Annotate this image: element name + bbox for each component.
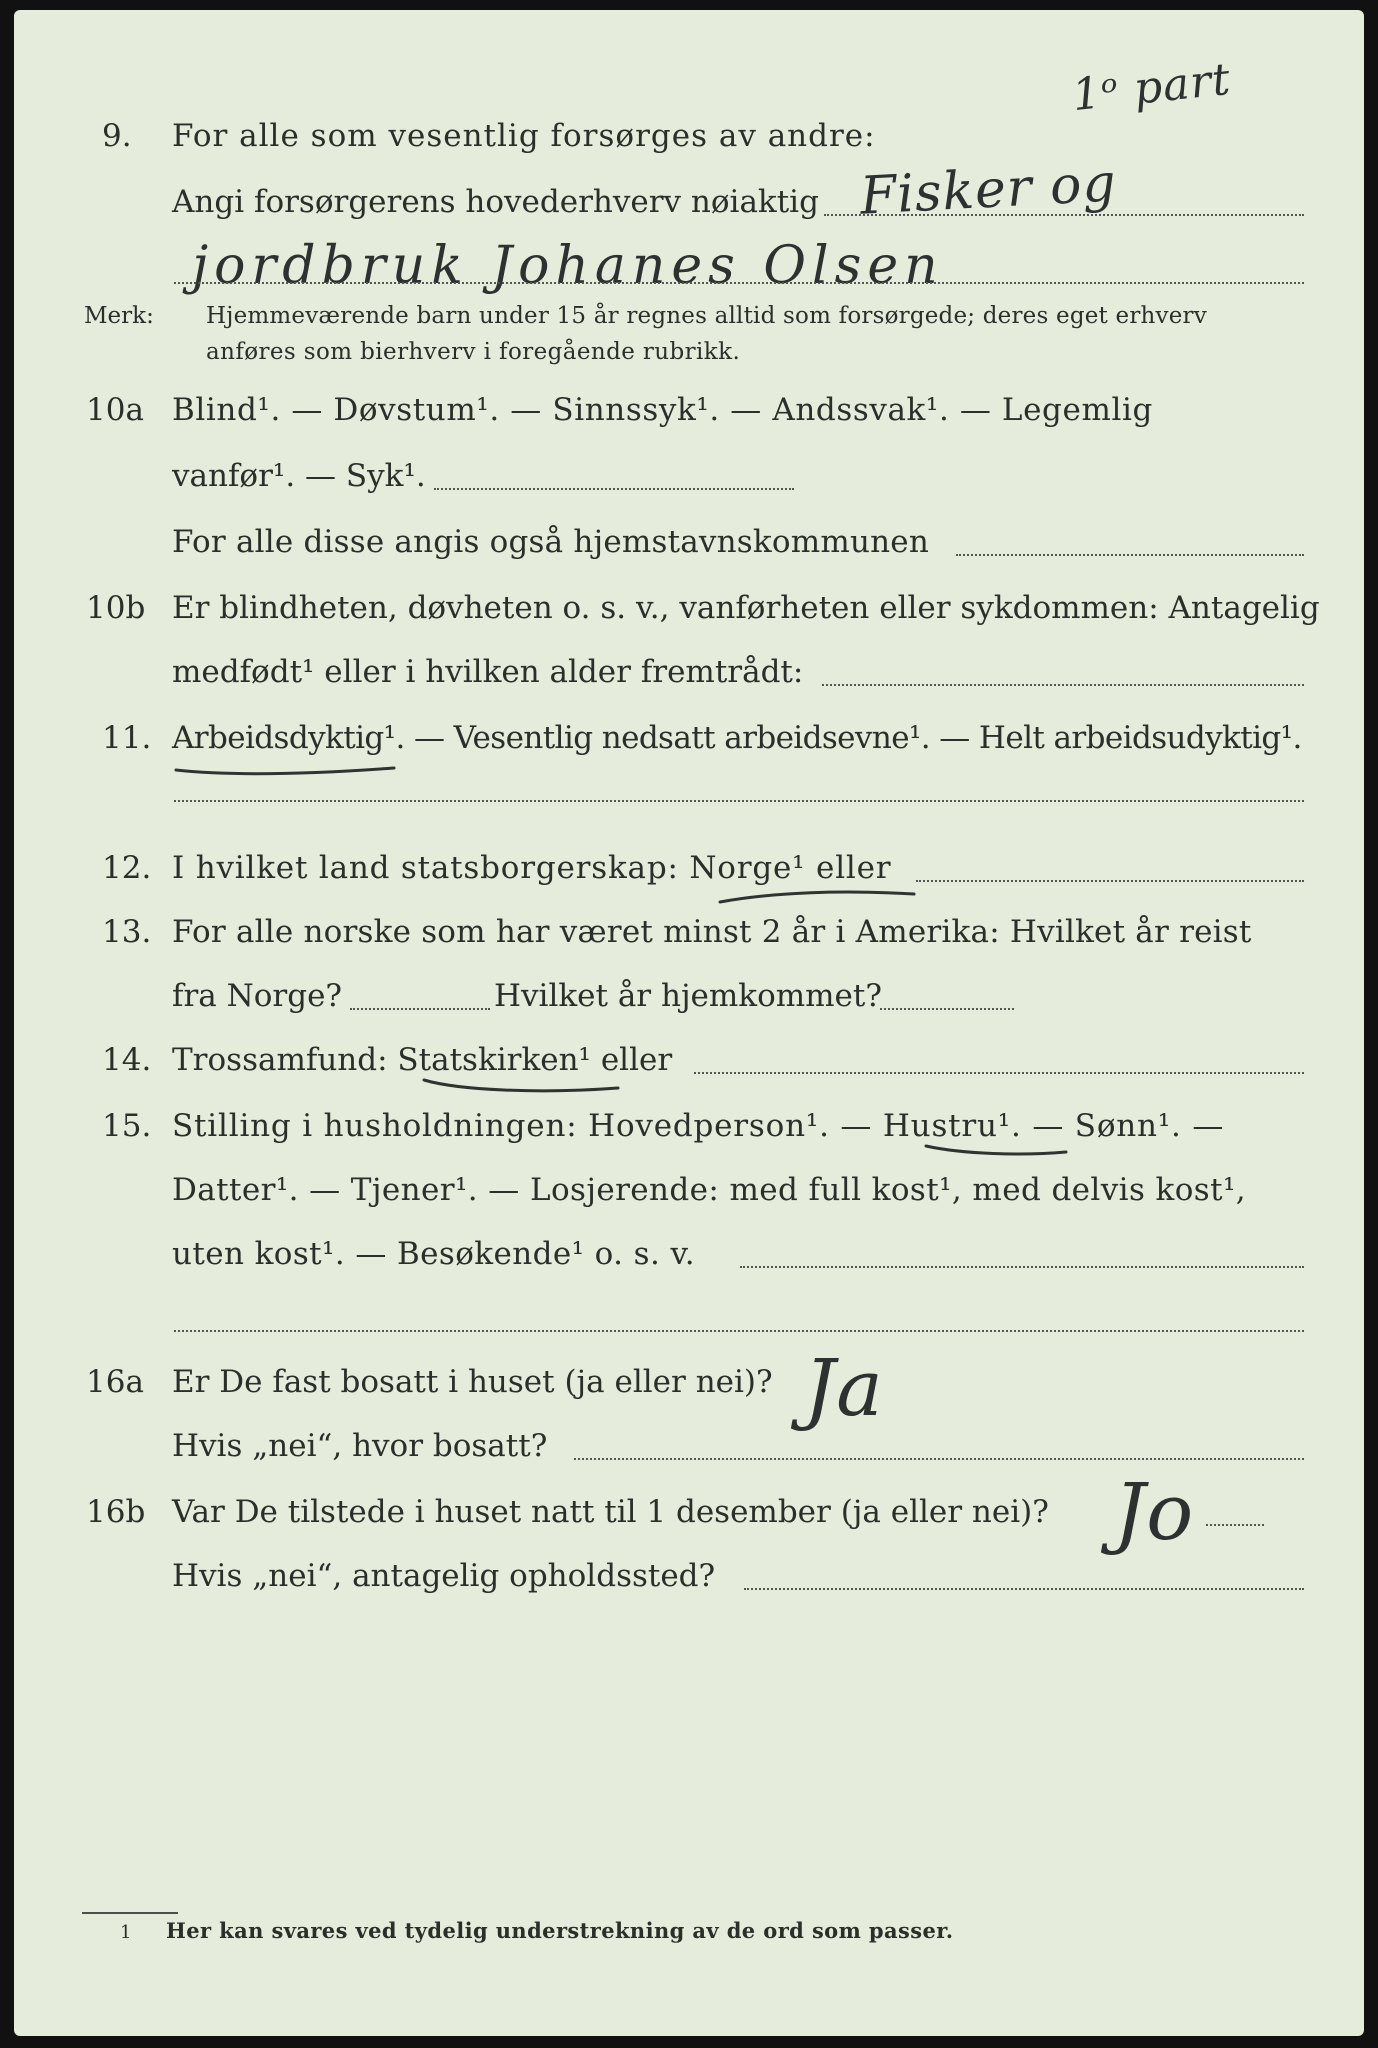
question-16a-answer-line (574, 1458, 1304, 1460)
question-10a-number: 10a (86, 392, 144, 428)
question-11-number: 11. (102, 720, 152, 756)
question-9-line2: Angi forsørgerens hovederhverv nøiaktig (172, 184, 819, 220)
census-form-page (14, 10, 1364, 2036)
merk-label: Merk: (84, 303, 154, 329)
question-9-answer-line2 (174, 282, 1304, 284)
question-9-line1: For alle som vesentlig forsørges av andre: (172, 118, 876, 154)
question-15-line1: Stilling i husholdningen: Hovedperson¹. — Hustru¹. — Sønn¹. — (172, 1108, 1225, 1144)
question-14-answer-underline (418, 1076, 628, 1098)
question-11-answer-line (174, 800, 1304, 802)
question-16b-answer-line (1206, 1524, 1264, 1526)
question-10b-line1: Er blindheten, døvheten o. s. v., vanførheten eller sykdommen: Antagelig (172, 590, 1320, 626)
question-16b-line1: Var De tilstede i huset natt til 1 desember (ja eller nei)? (172, 1494, 1049, 1530)
question-11-line1: Arbeidsdyktig¹. — Vesentlig nedsatt arbeidsevne¹. — Helt arbeidsudyktig¹. (172, 720, 1302, 756)
question-16a-handwritten-answer: Ja (804, 1344, 884, 1434)
corner-handwritten-note: 1ᵒ part (1069, 53, 1234, 122)
question-13-hjemkommet-line (880, 1008, 1014, 1010)
merk-text-line2: anføres som bierhverv i foregående rubrikk. (206, 339, 741, 365)
question-16b-number: 16b (86, 1494, 146, 1530)
question-9-handwritten-answer2: jordbruk Johanes Olsen (192, 236, 944, 296)
footnote-rule (82, 1912, 178, 1914)
question-10a-line3: For alle disse angis også hjemstavnskommunen (172, 524, 929, 560)
question-13-line1: For alle norske som har været minst 2 år i Amerika: Hvilket år reist (172, 914, 1252, 950)
question-13-line2b: Hvilket år hjemkommet? (494, 978, 882, 1014)
question-10b-number: 10b (86, 590, 146, 626)
question-9-number: 9. (102, 118, 132, 154)
footnote-text: Her kan svares ved tydelig understrekning av de ord som passer. (166, 1918, 954, 1943)
question-14-line1: Trossamfund: Statskirken¹ eller (172, 1042, 673, 1078)
question-14-answer-line (694, 1072, 1304, 1074)
merk-text-line1: Hjemmeværende barn under 15 år regnes alltid som forsørgede; deres eget erhverv (206, 303, 1207, 329)
question-10a-answer-line (434, 488, 794, 490)
question-10b-line2: medfødt¹ eller i hvilken alder fremtrådt: (172, 654, 804, 690)
question-15-answer-line1 (740, 1266, 1304, 1268)
question-15-answer-line2 (174, 1330, 1304, 1332)
question-16b-handwritten-answer: Jo (1114, 1468, 1195, 1558)
question-12-line1: I hvilket land statsborgerskap: Norge¹ eller (172, 850, 892, 886)
question-10a-line1: Blind¹. — Døvstum¹. — Sinnssyk¹. — Andssvak¹. — Legemlig (172, 392, 1153, 428)
question-9-handwritten-answer1: Fisker og (858, 153, 1119, 227)
question-12-number: 12. (102, 850, 152, 886)
question-10a-line2: vanfør¹. — Syk¹. (172, 458, 426, 494)
question-15-line3: uten kost¹. — Besøkende¹ o. s. v. (172, 1236, 695, 1272)
footnote-mark: 1 (120, 1922, 132, 1943)
question-16b-line2: Hvis „nei“, antagelig opholdssted? (172, 1558, 716, 1594)
question-16a-number: 16a (86, 1364, 144, 1400)
question-13-line2a: fra Norge? (172, 978, 343, 1014)
question-10a-hjemstavn-line (956, 554, 1304, 556)
question-14-number: 14. (102, 1042, 152, 1078)
question-15-line2: Datter¹. — Tjener¹. — Losjerende: med full kost¹, med delvis kost¹, (172, 1172, 1247, 1208)
question-15-number: 15. (102, 1108, 152, 1144)
question-15-answer-underline (922, 1140, 1072, 1162)
question-12-answer-line (916, 880, 1304, 882)
question-16a-line1: Er De fast bosatt i huset (ja eller nei)? (172, 1364, 773, 1400)
question-13-reist-line (350, 1008, 490, 1010)
question-12-answer-underline (714, 886, 924, 908)
question-13-number: 13. (102, 914, 152, 950)
question-11-answer-underline (172, 758, 402, 782)
question-16b-opholdssted-line (744, 1588, 1304, 1590)
question-16a-line2: Hvis „nei“, hvor bosatt? (172, 1428, 548, 1464)
question-10b-answer-line (822, 684, 1304, 686)
